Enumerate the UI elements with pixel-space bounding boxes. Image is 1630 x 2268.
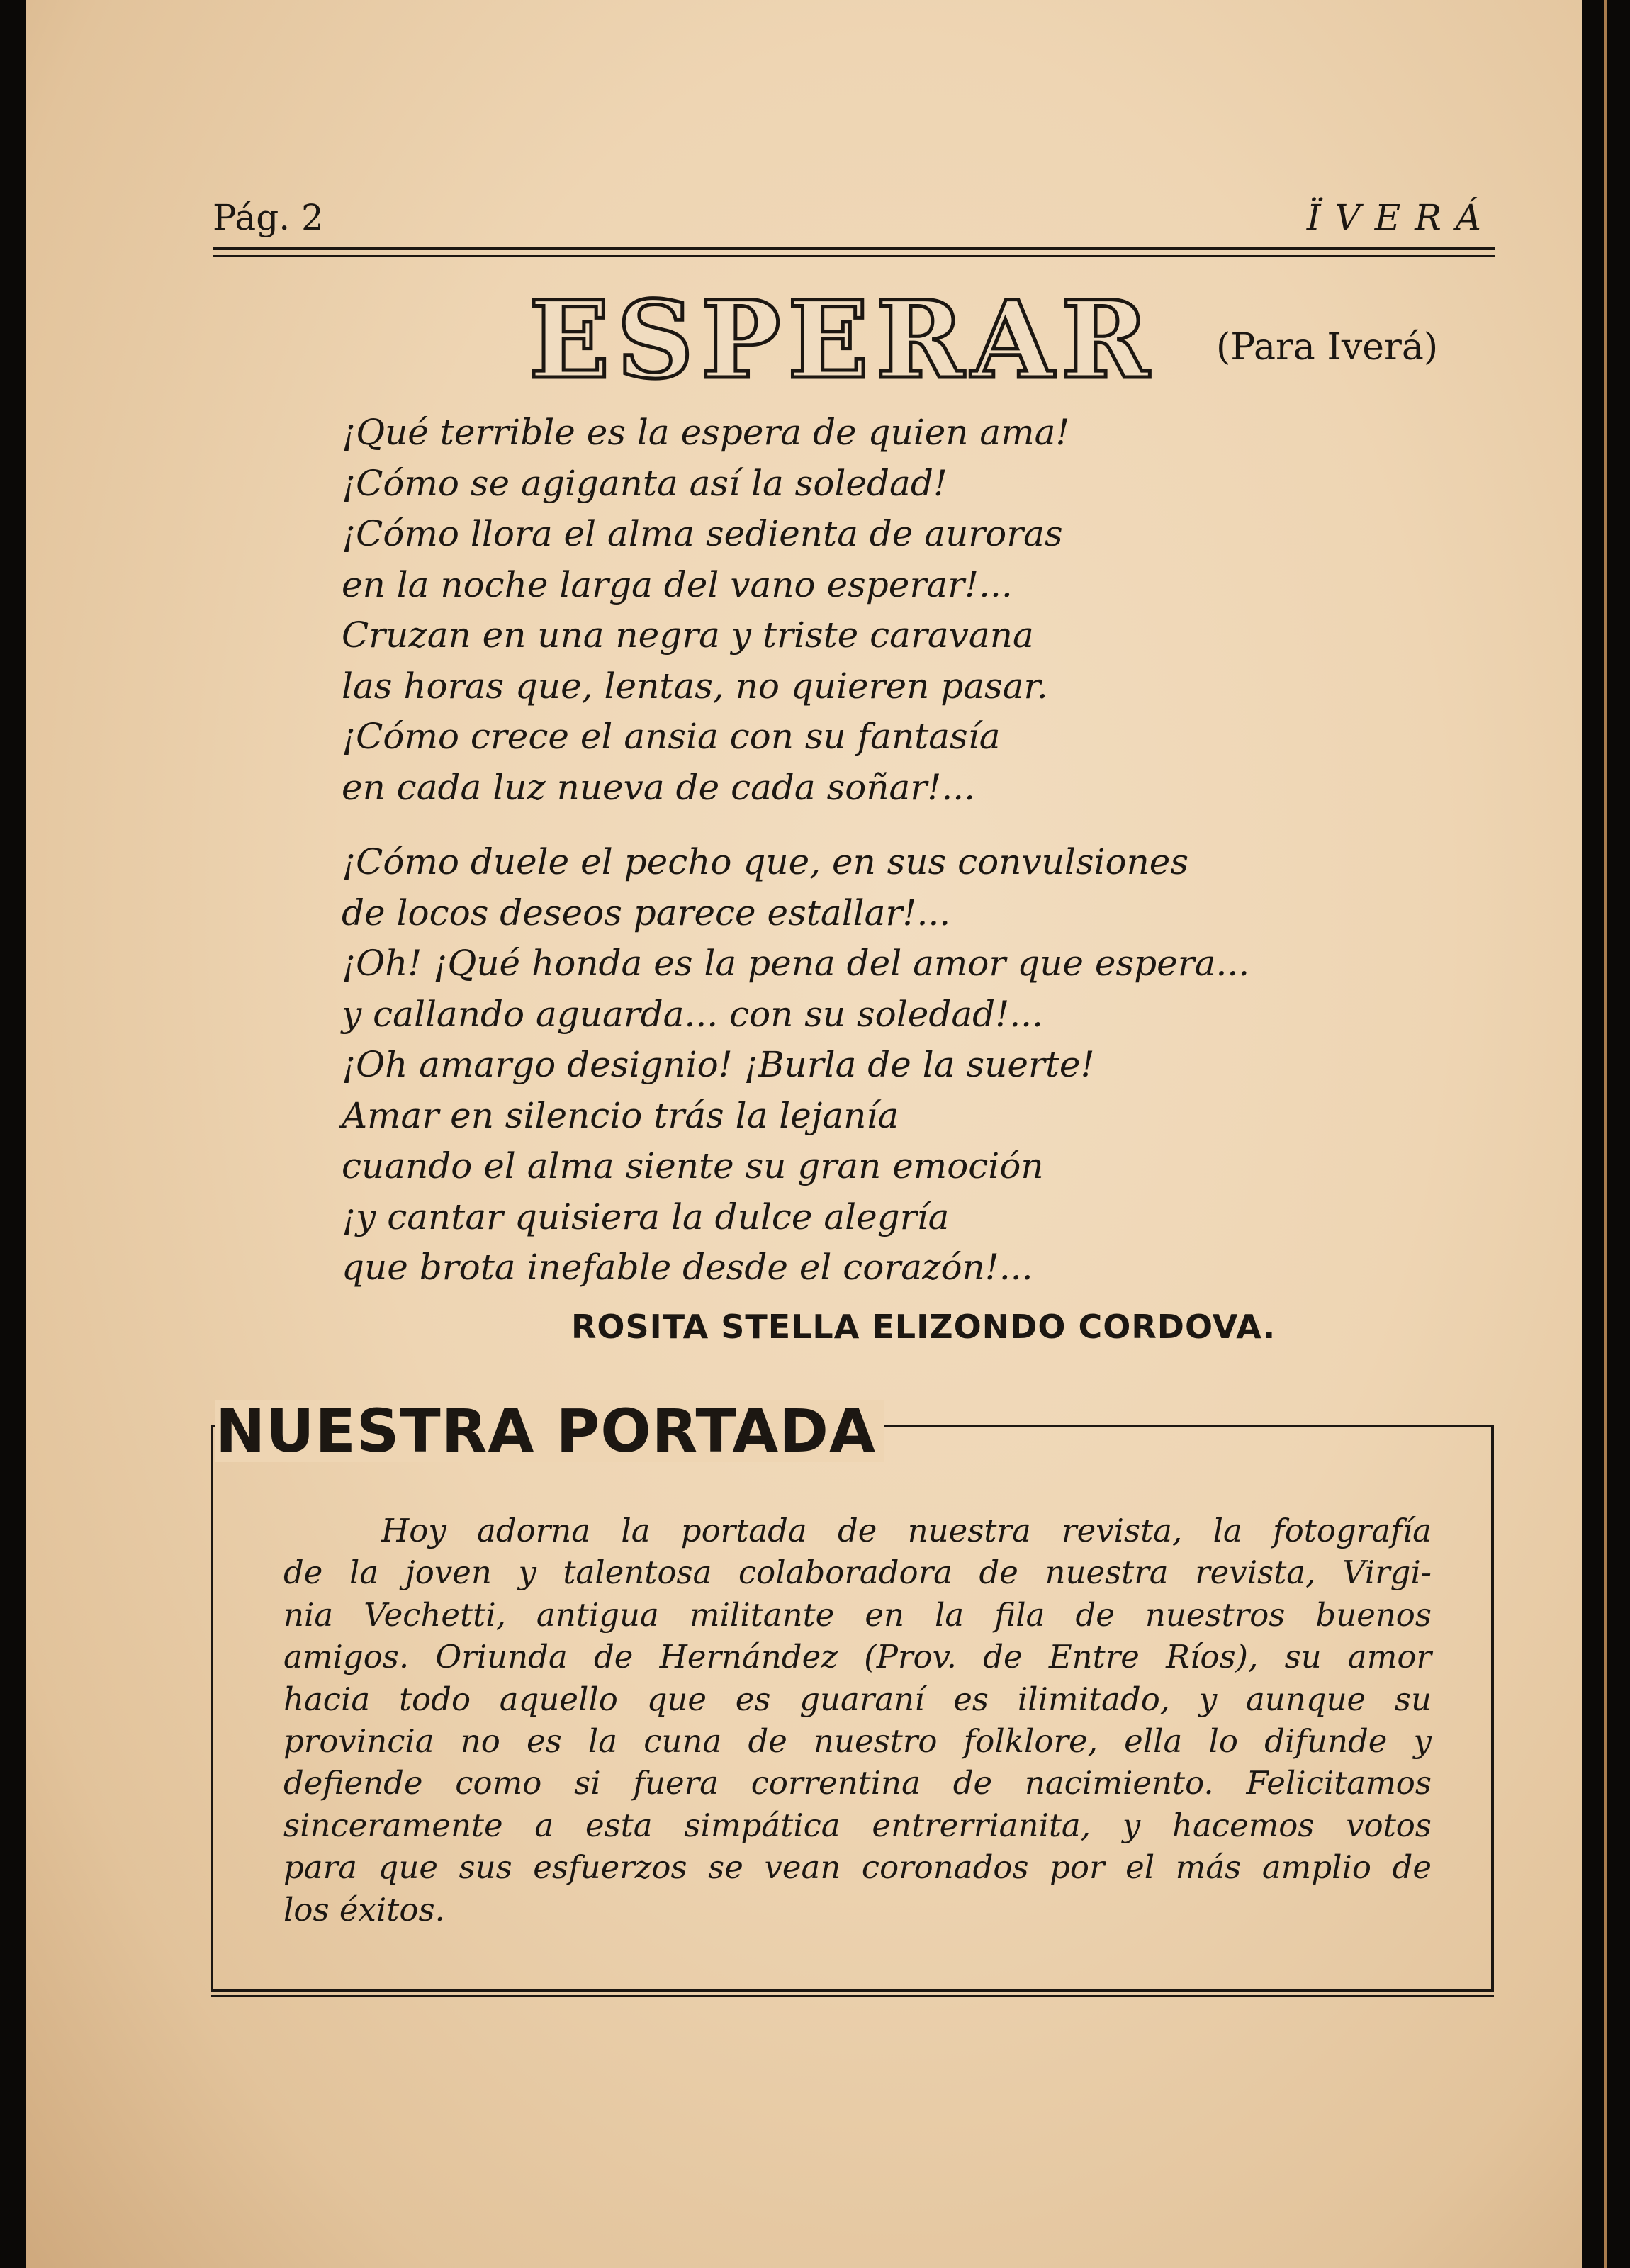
verse-line: las horas que, lentas, no quieren pasar. (342, 665, 1048, 707)
article-line: sinceramente a esta simpática entrerrianita, y hacemos votos (283, 1806, 1432, 1844)
binding-gutter (1582, 0, 1604, 2268)
article-line: defiende como si fuera correntina de nacimiento. Felicitamos (283, 1764, 1432, 1802)
article-line: para que sus esfuerzos se vean coronados por el más amplio de (283, 1848, 1432, 1887)
verse-line: ¡Cómo se agiganta así la soledad! (342, 462, 948, 504)
article-line: los éxitos. (283, 1890, 445, 1929)
article-line: amigos. Oriunda de Hernández (Prov. de Entre Ríos), su amor (283, 1638, 1432, 1676)
article-line: nia Vechetti, antigua militante en la fila de nuestros buenos (283, 1595, 1432, 1634)
verse-line: ¡Cómo duele el pecho que, en sus convulsiones (342, 841, 1189, 882)
poem-body (342, 408, 1405, 1293)
verse-line: cuando el alma siente su gran emoción (342, 1145, 1044, 1186)
portada-bottom-rule (211, 1995, 1494, 1997)
verse-line: ¡Oh! ¡Qué honda es la pena del amor que espera... (342, 943, 1250, 984)
verse-line: ¡Cómo crece el ansia con su fantasía (342, 716, 1001, 757)
verse-line: y callando aguarda... con su soledad!... (342, 993, 1043, 1035)
verse-line: ¡Qué terrible es la espera de quien ama! (342, 412, 1070, 453)
header-rule-thin (213, 255, 1495, 257)
journal-name: ÏVERÁ (1306, 197, 1495, 238)
portada-article (283, 1510, 1432, 1931)
article-line: de la joven y talentosa colaboradora de nuestra revista, Virgi- (283, 1554, 1432, 1592)
verse-line: ¡Cómo llora el alma sedienta de auroras (342, 513, 1063, 554)
verse-line: Amar en silencio trás la lejanía (342, 1094, 899, 1136)
verse-line: que brota inefable desde el corazón!... (342, 1247, 1033, 1288)
header-rule-thick (213, 247, 1495, 250)
magazine-page (26, 0, 1607, 2268)
page-header (213, 197, 1495, 240)
verse-line: de locos deseos parece estallar!... (342, 892, 951, 933)
stanza-break (342, 813, 1405, 837)
page-number: Pág. 2 (213, 197, 324, 238)
article-line: hacia todo aquello que es guaraní es ilimitado, y aunque su (283, 1680, 1432, 1718)
article-line: Hoy adorna la portada de nuestra revista, la fotografía (381, 1512, 1432, 1549)
verse-line: ¡y cantar quisiera la dulce alegría (342, 1196, 950, 1237)
article-line: provincia no es la cuna de nuestro folklore, ella lo difunde y (283, 1722, 1432, 1760)
verse-line: ¡Oh amargo designio! ¡Burla de la suerte! (342, 1044, 1095, 1085)
poem-title: ESPERAR (529, 278, 1157, 403)
verse-line: en la noche larga del vano esperar!... (342, 563, 1013, 605)
poem-dedication: (Para Iverá) (1216, 326, 1439, 369)
section-title: NUESTRA PORTADA (215, 1400, 884, 1462)
verse-line: en cada luz nueva de cada soñar!... (342, 766, 976, 808)
verse-line: Cruzan en una negra y triste caravana (342, 614, 1034, 656)
poem-author: ROSITA STELLA ELIZONDO CORDOVA. (571, 1308, 1276, 1346)
